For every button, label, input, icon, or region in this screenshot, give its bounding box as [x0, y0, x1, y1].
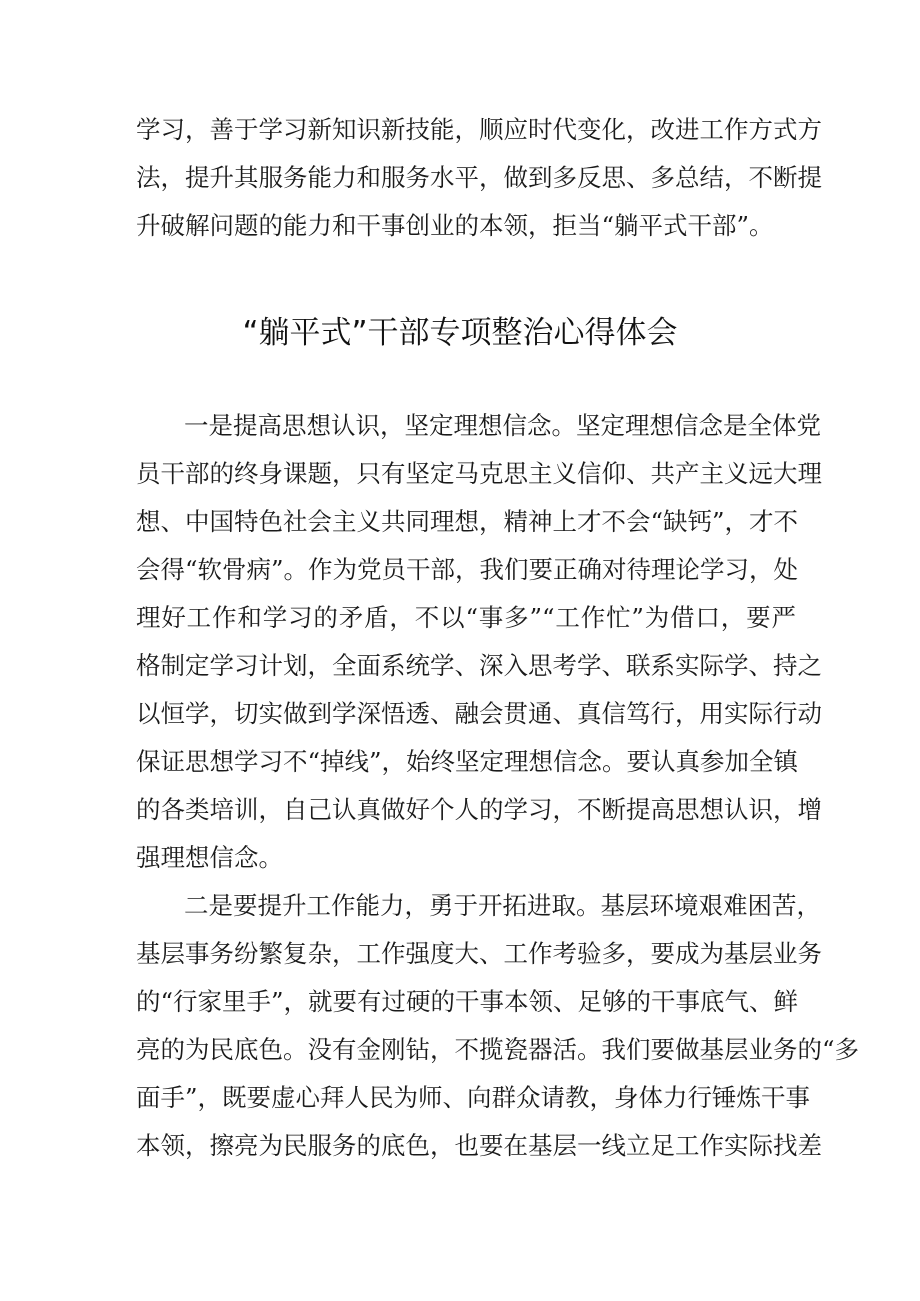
paragraph-line: 会得“软骨病”。作为党员干部，我们要正确对待理论学习，处 — [136, 555, 799, 584]
text-line: 法，提升其服务能力和服务水平，做到多反思、多总结，不断提 — [136, 163, 822, 192]
paragraph-line: 面手”，既要虚心拜人民为师、向群众请教，身体力行锤炼干事 — [136, 1083, 811, 1112]
paragraph-line: 以恒学，切实做到学深悟透、融会贯通、真信笃行，用实际行动 — [136, 699, 822, 728]
paragraph-line: 的“行家里手”，就要有过硬的干事本领、足够的干事底气、鲜 — [136, 987, 799, 1016]
paragraph-line: 想、中国特色社会主义共同理想，精神上才不会“缺钙”，才不 — [136, 507, 799, 536]
paragraph-line: 亮的为民底色。没有金刚钻，不揽瓷器活。我们要做基层业务的“多 — [136, 1035, 860, 1064]
text-line: 学习，善于学习新知识新技能，顺应时代变化，改进工作方式方 — [136, 115, 822, 144]
paragraph-line: 的各类培训，自己认真做好个人的学习，不断提高思想认识，增 — [136, 795, 822, 824]
paragraph-line: 格制定学习计划，全面系统学、深入思考学、联系实际学、持之 — [136, 651, 822, 680]
text-line: 升破解问题的能力和干事创业的本领，拒当“躺平式干部”。 — [136, 211, 774, 240]
paragraph-line: 强理想信念。 — [136, 843, 283, 872]
paragraph-line: 理好工作和学习的矛盾，不以“事多”“工作忙”为借口，要严 — [136, 603, 796, 632]
paragraph-line: 二是要提升工作能力，勇于开拓进取。基层环境艰难困苦， — [184, 891, 821, 920]
paragraph-line: 一是提高思想认识，坚定理想信念。坚定理想信念是全体党 — [184, 411, 821, 440]
paragraph-line: 保证思想学习不“掉线”，始终坚定理想信念。要认真参加全镇 — [136, 747, 799, 776]
paragraph-line: 基层事务纷繁复杂，工作强度大、工作考验多，要成为基层业务 — [136, 939, 822, 968]
paragraph-line: 员干部的终身课题，只有坚定马克思主义信仰、共产主义远大理 — [136, 459, 822, 488]
paragraph-line: 本领，擦亮为民服务的底色，也要在基层一线立足工作实际找差 — [136, 1131, 822, 1160]
document-title: “躺平式”干部专项整治心得体会 — [242, 315, 678, 351]
